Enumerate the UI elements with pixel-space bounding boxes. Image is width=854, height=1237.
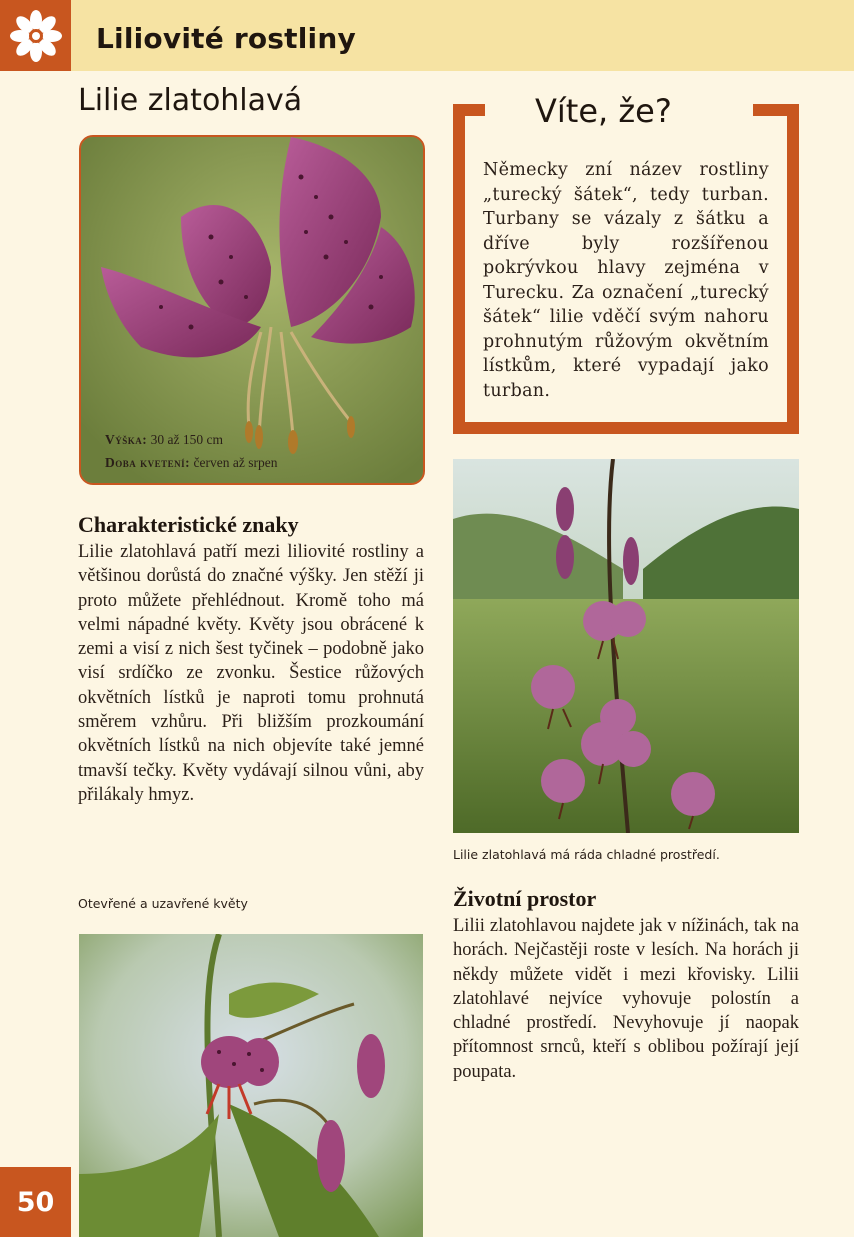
page-title: Lilie zlatohlavá: [78, 83, 303, 118]
fact-frame: [453, 104, 485, 116]
fact-box-title: Víte, že?: [535, 92, 672, 130]
habitat-title: Životní prostor: [453, 886, 597, 911]
height-value: 30 až 150 cm: [147, 432, 223, 447]
height-spec: [105, 432, 223, 448]
fact-box: [453, 92, 799, 434]
fact-frame: [787, 104, 799, 434]
lily-meadow-photo: [453, 459, 799, 833]
height-label: Výška:: [105, 432, 148, 447]
right-photo-caption: Lilie zlatohlavá má ráda chladné prostředí.: [453, 847, 720, 862]
section-title: Liliovité rostliny: [96, 22, 356, 55]
fact-frame: [753, 104, 799, 116]
fact-box-text: Německy zní název rostliny „turecký šátek“, tedy turban. Turbany se vázaly z šátku a dříve byly rozšířenou pokrývkou hlavy zejména v Turecku. Za označení „turecký šátek“ lilie vděčí svým nahoru prohnutým růžovým okvětním lístkům, které vypadají jako turban.: [483, 160, 769, 401]
bottom-photo-caption: Otevřené a uzavřené květy: [78, 896, 248, 911]
bloom-label: Doba kvetení:: [105, 455, 191, 470]
flower-icon: [10, 10, 62, 62]
characteristics-text: Lilie zlatohlavá patří mezi liliovité rostliny a většinou dorůstá do značné výšky. Jen stěží ji proto můžete přehlédnout. Kromě toho má velmi nápadné květy. Květy jsou obrácené k zemi a visí z nich šest tyčinek – podobně jako visí srdíčko ze zvonku. Šestice růžových okvětních lístků je naproti tomu prohnutá směrem vzhůru. Při bližším prozkoumání okvětních lístků na nich objevíte také jemné tmavší tečky. Květy vydávají silnou vůni, aby přilákaly hmyz.: [78, 542, 424, 805]
header-icon-box: [0, 0, 71, 71]
bloom-spec: [105, 455, 277, 471]
fact-frame: [453, 104, 465, 434]
lily-closeup-photo: [79, 135, 425, 485]
open-closed-flowers-photo: [79, 934, 423, 1237]
characteristics-title: Charakteristické znaky: [78, 512, 299, 537]
page-number: 50: [0, 1167, 71, 1237]
habitat-text: Lilii zlatohlavou najdete jak v nížinách, tak na horách. Nejčastěji roste v lesích. Na horách ji někdy můžete vidět i mezi křovisky. Lilii zlatohlavé nejvíce vyhovuje polostín a chladné prostředí. Nevyhovuje jí naopak přítomnost srnců, kteří s oblibou požírají její poupata.: [453, 916, 799, 1082]
bloom-value: červen až srpen: [190, 455, 278, 470]
fact-frame: [453, 422, 799, 434]
